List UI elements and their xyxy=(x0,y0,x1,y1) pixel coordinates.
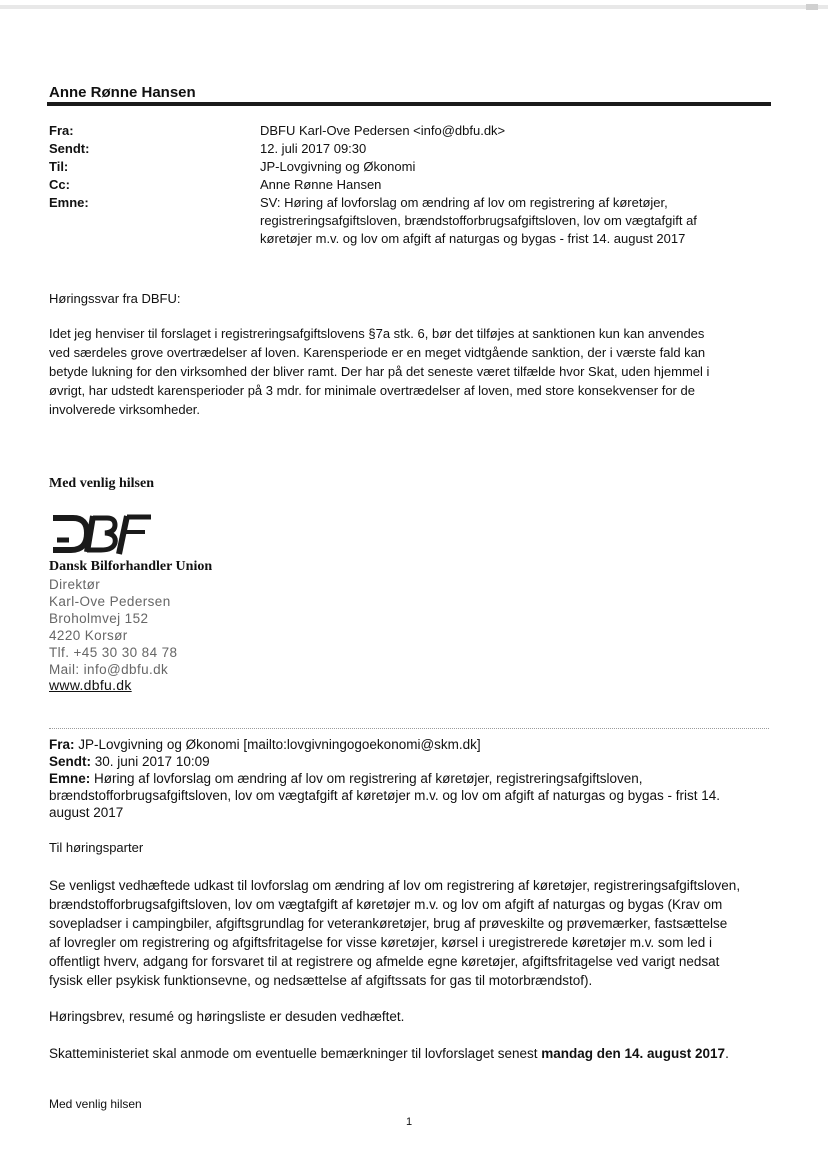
header-subject-row xyxy=(49,194,769,254)
fw-salutation: Til høringsparter xyxy=(49,840,144,855)
sent-value: 12. juli 2017 09:30 xyxy=(260,141,367,156)
fw-line-6: fysisk eller psykisk funktionsevne, og nedsættelse af afgiftssats for gas til motorbrændstof). xyxy=(49,973,593,988)
fw-from-label: Fra: xyxy=(49,737,75,752)
dbf-logo-icon xyxy=(49,508,159,560)
fw-line-4: af lovregler om registrering og afgiftsfritagelse for visse køretøjer, kørsel i uregistrerede køretøjer m.v. som led i xyxy=(49,935,712,950)
cc-value: Anne Rønne Hansen xyxy=(260,177,382,192)
from-label: Fra: xyxy=(49,123,74,138)
fw-from-row xyxy=(49,736,774,753)
subject-line-3: køretøjer m.v. og lov om afgift af naturgas og bygas - frist 14. august 2017 xyxy=(260,231,686,246)
fw-subject-line-1: Høring af lovforslag om ændring af lov om registrering af køretøjer, registreringsafgiftsloven, xyxy=(90,771,643,786)
page-number: 1 xyxy=(406,1116,413,1128)
fw-line-5: offentligt hverv, adgang for forsvaret til at registrere og afmelde egne køretøjer, afgiftsfritagelse ved varigt nedsat xyxy=(49,954,720,969)
signature-greeting: Med venlig hilsen xyxy=(49,476,155,491)
sender-name: Anne Rønne Hansen xyxy=(49,84,196,101)
body-intro: Høringssvar fra DBFU: xyxy=(49,291,181,306)
fw-from-value: JP-Lovgivning og Økonomi [mailto:lovgivningogoekonomi@skm.dk] xyxy=(74,737,481,752)
signature-city: 4220 Korsør xyxy=(49,628,128,643)
fw-sent-row xyxy=(49,753,774,770)
signature-title: Direktør xyxy=(49,577,101,592)
header-rule xyxy=(47,102,771,106)
fw-deadline-end: . xyxy=(725,1046,729,1061)
fw-subject-line-3: august 2017 xyxy=(49,805,124,820)
to-value: JP-Lovgivning og Økonomi xyxy=(260,159,416,174)
body-line-4: øvrigt, har udstedt karensperioder på 3 mdr. for minimale overtrædelser af loven, med store konsekvenser for de xyxy=(49,383,695,398)
fw-deadline-date: mandag den 14. august 2017 xyxy=(541,1046,726,1061)
fw-sent-value: 30. juni 2017 10:09 xyxy=(91,754,210,769)
cc-label: Cc: xyxy=(49,177,70,192)
body-line-2: ved særdeles grove overtrædelser af loven. Karensperiode er en meget vidtgående sanktion, der i værste fald kan xyxy=(49,345,706,360)
signature-org: Dansk Bilforhandler Union xyxy=(49,559,213,574)
body-line-5: involverede virksomheder. xyxy=(49,402,201,417)
signature-name: Karl-Ove Pedersen xyxy=(49,594,171,609)
sent-label: Sendt: xyxy=(49,141,90,156)
scan-top-edge xyxy=(0,5,828,9)
to-label: Til: xyxy=(49,159,69,174)
fw-subject-label: Emne: xyxy=(49,771,91,786)
scan-top-edge-mark xyxy=(806,4,818,10)
fw-sent-label: Sendt: xyxy=(49,754,91,769)
body-line-1: Idet jeg henviser til forslaget i registreringsafgiftslovens §7a stk. 6, bør det tilføjes at sanktionen kun kan anvendes xyxy=(49,326,705,341)
signature-mail: Mail: info@dbfu.dk xyxy=(49,662,169,677)
body-line-3: betyde lukning for den virksomhed der bliver ramt. Der har på det seneste været tilfælde hvor Skat, uden hjemmel i xyxy=(49,364,710,379)
fw-deadline xyxy=(49,1045,774,1062)
signature-street: Broholmvej 152 xyxy=(49,611,149,626)
signature-website-link[interactable]: www.dbfu.dk xyxy=(49,677,132,693)
signature-phone: Tlf. +45 30 30 84 78 xyxy=(49,645,178,660)
fw-deadline-text: Skatteministeriet skal anmode om eventuelle bemærkninger til lovforslaget senest xyxy=(49,1046,542,1061)
fw-closing: Med venlig hilsen xyxy=(49,1097,142,1111)
subject-line-1: SV: Høring af lovforslag om ændring af lov om registrering af køretøjer, xyxy=(260,195,668,210)
fw-subject-line-2: brændstofforbrugsafgiftsloven, lov om vægtafgift af køretøjer m.v. og lov om afgift af naturgas og bygas - frist 14. xyxy=(49,788,721,803)
fw-attachments-note: Høringsbrev, resumé og høringsliste er desuden vedhæftet. xyxy=(49,1009,405,1024)
fw-line-2: brændstofforbrugsafgiftsloven, lov om vægtafgift af køretøjer m.v. og lov om afgift af naturgas og bygas (Krav om xyxy=(49,897,723,912)
fw-line-3: sovepladser i campingbiler, afgiftsgrundlag for veterankøretøjer, brug af prøveskilte og prøvemærker, fastsættelse xyxy=(49,916,728,931)
fw-subject-row xyxy=(49,770,774,787)
forward-divider xyxy=(49,728,769,729)
subject-label: Emne: xyxy=(49,195,89,210)
fw-line-1: Se venligst vedhæftede udkast til lovforslag om ændring af lov om registrering af køretøjer, registreringsafgiftsloven, xyxy=(49,878,741,893)
from-value: DBFU Karl-Ove Pedersen <info@dbfu.dk> xyxy=(260,123,506,138)
subject-line-2: registreringsafgiftsloven, brændstofforbrugsafgiftsloven, lov om vægtafgift af xyxy=(260,213,697,228)
